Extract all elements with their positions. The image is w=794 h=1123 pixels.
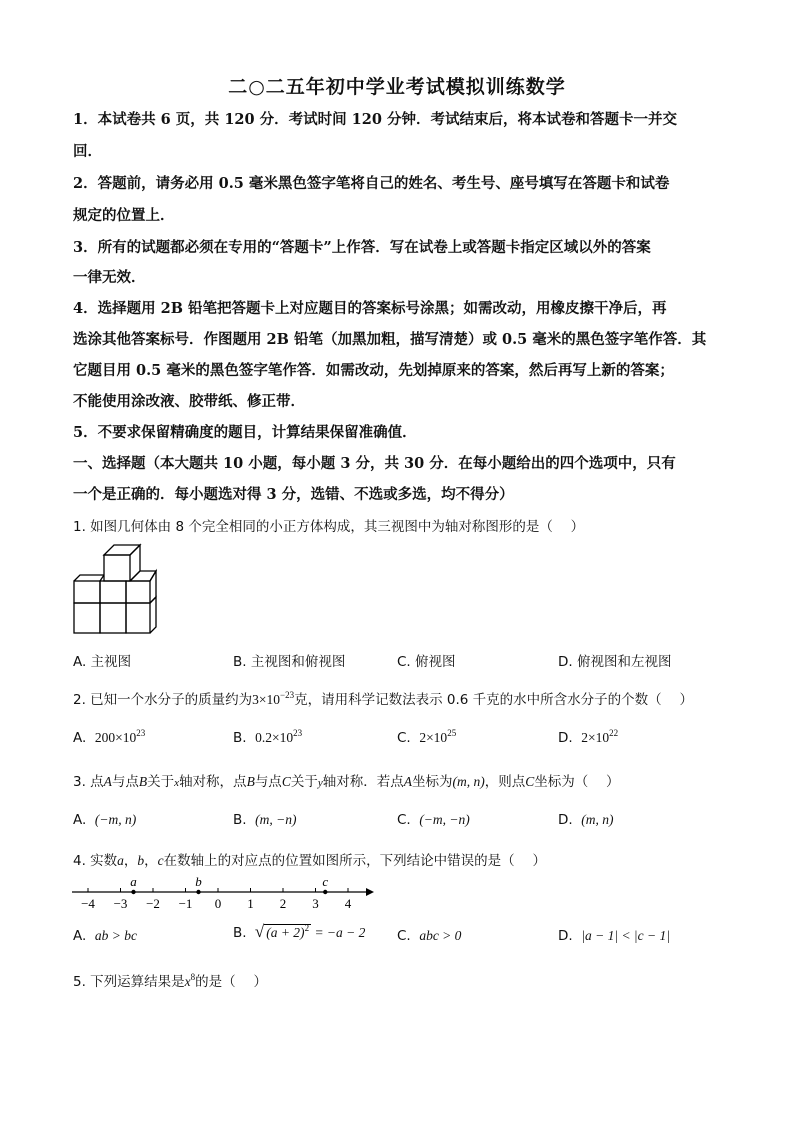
number-line-point-label: c (322, 874, 329, 889)
instruction-line: 选涂其他答案标号．作图题用 2B 铅笔（加黑加粗，描写清楚）或 0.5 毫米的黑色签字笔作答．其 (73, 331, 707, 348)
option-label: D. (558, 730, 573, 746)
q3-var: y (317, 777, 323, 789)
q5-text: 的是（ ） (195, 974, 267, 990)
q3-text: 关于 (147, 774, 175, 790)
option-base: 2×10 (581, 730, 610, 745)
number-line-tick-label: 3 (312, 896, 319, 911)
q3-text: 关于 (290, 774, 318, 790)
sqrt-rhs: = −a − 2 (311, 925, 366, 940)
q3-text: 与点 (111, 774, 139, 790)
instruction-line: 一律无效． (73, 269, 146, 286)
option-value: (−m, −n) (419, 812, 470, 827)
option-label: D. (558, 928, 573, 944)
q3-text: 坐标为（ ） (534, 774, 620, 790)
instruction-line: 1．本试卷共 6 页，共 120 分．考试时间 120 分钟．考试结束后，将本试卷和答题卡一并交 (73, 111, 677, 128)
page-title: 二○二五年初中学业考试模拟训练数学 (228, 76, 566, 98)
number-line-tick-label: −3 (113, 896, 128, 911)
q4-text: ， (144, 853, 158, 869)
q3-text: 与点 (254, 774, 282, 790)
number-line-tick-label: 4 (344, 896, 352, 911)
q3-text: ，则点 (484, 774, 526, 790)
option-label: A. (73, 730, 87, 746)
number-line-tick-label: 1 (247, 896, 254, 911)
number-line-tick-label: −1 (178, 896, 193, 911)
sqrt-radicand (264, 924, 311, 940)
q4-option-b[interactable] (233, 922, 365, 942)
option-label: C. (397, 928, 411, 944)
question-5-stem (73, 970, 267, 990)
q3-var: B (246, 774, 255, 789)
number-line (68, 872, 378, 912)
q1-option-d[interactable]: D. 俯视图和左视图 (558, 654, 672, 670)
option-value: (m, n) (581, 812, 614, 827)
q2-mass (252, 692, 294, 707)
q4-var: c (157, 853, 164, 868)
q1-option-b[interactable]: B. 主视图和俯视图 (233, 654, 346, 670)
q2-option-b[interactable] (233, 730, 302, 746)
q2-option-d[interactable] (558, 730, 618, 746)
option-base: 200×10 (94, 730, 137, 745)
instruction-line: 回． (73, 143, 102, 160)
option-exp: 25 (447, 728, 457, 738)
option-label: B. (233, 812, 247, 828)
number-line-point-b (196, 890, 200, 894)
number-line-arrow (366, 888, 374, 896)
instruction-line: 不能使用涂改液、胶带纸、修正带． (73, 393, 305, 410)
option-exp: 22 (609, 728, 619, 738)
section-heading: 一、选择题（本大题共 10 小题，每小题 3 分，共 30 分．在每小题给出的四个选项中，只有 (73, 455, 676, 472)
instruction-line: 5．不要求保留精确度的题目，计算结果保留准确值． (73, 424, 417, 441)
q5-exp: 8 (190, 972, 196, 982)
number-line-point-label: b (195, 874, 202, 889)
question-2-stem (73, 688, 693, 708)
option-base: 2×10 (419, 730, 448, 745)
q4-text: 在数轴上的对应点的位置如图所示，下列结论中错误的是（ ） (163, 853, 546, 869)
number-line-tick-label: −4 (81, 896, 95, 911)
option-value (419, 730, 456, 745)
option-value (255, 730, 302, 745)
q3-text: 3. 点 (73, 774, 104, 790)
q1-option-c[interactable]: C. 俯视图 (397, 654, 456, 670)
option-label: B. (233, 730, 247, 746)
option-value: ab > bc (94, 928, 137, 943)
q3-option-a[interactable] (73, 812, 136, 828)
q4-option-d[interactable] (558, 928, 670, 944)
q2-option-c[interactable] (397, 730, 456, 746)
option-label: A. (73, 928, 87, 944)
number-line-tick-label: 2 (279, 896, 287, 911)
q2-stem-part: 2. 已知一个水分子的质量约为 (73, 692, 253, 708)
question-4-stem (73, 849, 546, 869)
option-base: 0.2×10 (255, 730, 294, 745)
q2-option-a[interactable] (73, 730, 145, 746)
option-label: D. (558, 812, 573, 828)
q2-stem-part: 克，请用科学记数法表示 0.6 千克的水中所含水分子的个数（ ） (294, 692, 693, 708)
q2-mass-exp: −23 (280, 690, 295, 700)
number-line-tick-label: −2 (146, 896, 160, 911)
option-value: (m, −n) (255, 812, 297, 827)
q4-text: ， (123, 853, 138, 869)
q2-mass-base: 3×10 (252, 692, 281, 707)
q3-var: B (138, 774, 148, 789)
option-label: A. (73, 812, 87, 828)
instruction-line: 规定的位置上． (73, 207, 175, 224)
q1-option-a[interactable]: A. 主视图 (73, 654, 132, 670)
option-value (581, 730, 618, 745)
question-1-stem: 1. 如图几何体由 8 个完全相同的小正方体构成，其三视图中为轴对称图形的是（ ） (73, 519, 585, 535)
q3-text: 轴对称．若点 (322, 774, 404, 790)
q5-power (185, 974, 196, 989)
number-line-tick-label: 0 (214, 896, 222, 911)
option-value: |a − 1| < |c − 1| (581, 928, 670, 943)
instruction-line: 3．所有的试题都必须在专用的“答题卡”上作答．写在试卷上或答题卡指定区域以外的答案 (73, 239, 651, 256)
q3-text: 坐标为 (411, 774, 453, 790)
radicand-exp: 2 (304, 923, 310, 933)
option-label: B. (233, 925, 247, 941)
q3-text: 轴对称，点 (179, 774, 247, 790)
q3-var: A (403, 774, 412, 789)
cube-figure (70, 543, 160, 639)
option-label: C. (397, 730, 411, 746)
q3-option-b[interactable] (233, 812, 297, 828)
q3-option-d[interactable] (558, 812, 614, 828)
option-exp: 23 (293, 728, 303, 738)
q4-var: b (137, 853, 145, 868)
q5-base: x (184, 974, 191, 989)
radicand-text: (a + 2) (266, 925, 305, 940)
instruction-line: 4．选择题用 2B 铅笔把答题卡上对应题目的答案标号涂黑；如需改动，用橡皮擦干净后，再 (73, 300, 667, 317)
option-label: C. (397, 812, 411, 828)
option-value (95, 730, 145, 745)
instruction-line: 2．答题前，请务必用 0.5 毫米黑色签字笔将自己的姓名、考生号、座号填写在答题卡和试卷 (73, 175, 670, 192)
q4-text: 4. 实数 (73, 853, 118, 869)
option-exp: 23 (136, 728, 146, 738)
number-line-point-c (323, 890, 327, 894)
section-heading: 一个是正确的．每小题选对得 3 分，选错、不选或多选，均不得分） (73, 486, 514, 503)
q3-var: C (525, 774, 535, 789)
q3-option-c[interactable] (397, 812, 470, 828)
question-3-stem (73, 770, 620, 790)
q5-text: 5. 下列运算结果是 (73, 974, 185, 990)
q4-var: a (117, 853, 124, 868)
q3-var: x (174, 777, 180, 789)
option-value: abc > 0 (419, 928, 462, 943)
q3-coord: (m, n) (452, 774, 485, 789)
sqrt-sign: √ (254, 922, 265, 941)
number-line-point-label: a (130, 874, 137, 889)
number-line-point-a (131, 890, 135, 894)
q3-var: C (281, 774, 291, 789)
instruction-line: 它题目用 0.5 毫米的黑色签字笔作答．如需改动，先划掉原来的答案，然后再写上新的答案； (73, 362, 674, 379)
q4-option-a[interactable] (73, 928, 137, 944)
option-value: (−m, n) (94, 812, 137, 827)
q4-option-c[interactable] (397, 928, 461, 944)
option-value (255, 922, 366, 942)
q3-var: A (103, 774, 112, 789)
